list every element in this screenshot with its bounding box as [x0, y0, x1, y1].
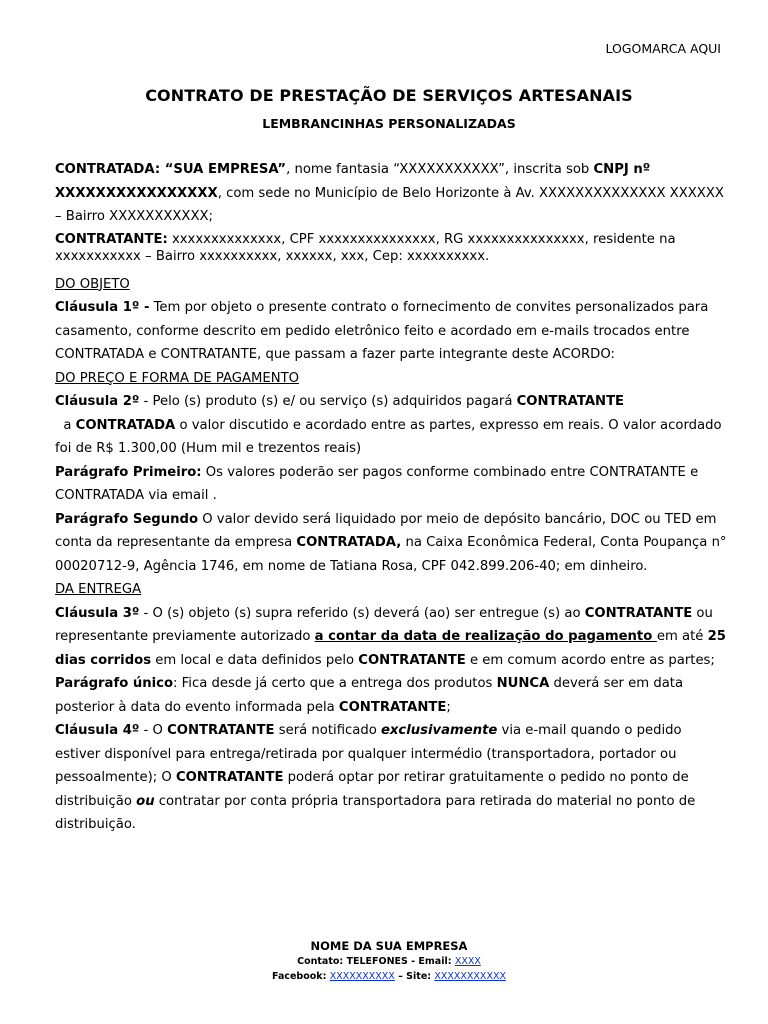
contratada-paragraph: CONTRATADA: “SUA EMPRESA”, nome fantasia “XXXXXXXXXXX”, inscrita sob CNPJ nº XXXXXXXXXXXXXXXX, com sede no Município de Belo Horizonte à Av. XXXXXXXXXXXXXX XXXXXX – Bairro XXXXXXXXXXX;	[55, 162, 724, 224]
logo-placeholder: LOGOMARCA AQUI	[605, 41, 721, 56]
contratante-paragraph: CONTRATANTE: xxxxxxxxxxxxxx, CPF xxxxxxxxxxxxxxx, RG xxxxxxxxxxxxxxx, residente na xxxxxxxxxxx – Bairro xxxxxxxxxx, xxxxxx, xxx, Cep: xxxxxxxxxx.	[55, 231, 676, 264]
clause-3: Cláusula 3º - O (s) objeto (s) supra referido (s) deverá (ao) ser entregue (s) ao CONTRATANTE ou representante previamente autorizado a contar da data de realização do pagamento em até 25 dias corridos em local e data definidos pelo CONTRATANTE e em comum acordo entre as partes;	[55, 605, 726, 668]
paragrafo-unico: Parágrafo único: Fica desde já certo que a entrega dos produtos NUNCA deverá ser em data posterior à data do evento informada pela CONTRATANTE;	[55, 676, 684, 715]
paragrafo-primeiro: Parágrafo Primeiro: Os valores poderão ser pagos conforme combinado entre CONTRATANTE e CONTRATADA via email .	[55, 464, 699, 503]
footer-facebook-link[interactable]: XXXXXXXXXX	[329, 971, 395, 982]
contract-subtitle: LEMBRANCINHAS PERSONALIZADAS	[262, 116, 516, 131]
document-footer	[0, 939, 768, 984]
footer-company-name: NOME DA SUA EMPRESA	[310, 939, 468, 953]
section-heading-entrega: DA ENTREGA	[55, 582, 142, 597]
contract-title: CONTRATO DE PRESTAÇÃO DE SERVIÇOS ARTESANAIS	[145, 86, 633, 105]
section-heading-preco: DO PREÇO E FORMA DE PAGAMENTO	[55, 370, 300, 386]
clause-2: Cláusula 2º - Pelo (s) produto (s) e/ ou serviço (s) adquiridos pagará CONTRATANTE a CONTRATADA o valor discutido e acordado entre as partes, expresso em reais. O valor acordado foi de R$ 1.300,00 (Hum mil e trezentos reais)	[55, 394, 722, 456]
section-heading-objeto: DO OBJETO	[55, 276, 130, 292]
clause-1: Cláusula 1º - Tem por objeto o presente contrato o fornecimento de convites personalizados para casamento, conforme descrito em pedido eletrônico feito e acordado em e-mails trocados entre CONTRATADA e CONTRATANTE, que passam a fazer parte integrante deste ACORDO:	[55, 300, 709, 362]
clause-4: Cláusula 4º - O CONTRATANTE será notificado exclusivamente via e-mail quando o pedido estiver disponível para entrega/retirada por qualquer intermédio (transportadora, portador ou pessoalmente); O CONTRATANTE poderá optar por retirar gratuitamente o pedido no ponto de distribuição ou contratar por conta própria transportadora para retirada do material no ponto de distribuição.	[55, 723, 696, 832]
contratada-label: CONTRATADA: “SUA EMPRESA”	[55, 162, 287, 177]
footer-site-link[interactable]: XXXXXXXXXXX	[434, 971, 506, 982]
contract-body	[55, 158, 727, 837]
cnpj-label: CNPJ nº XXXXXXXXXXXXXXXX	[55, 162, 651, 201]
footer-contact-line: Contato: TELEFONES - Email: XXXX	[297, 956, 481, 967]
footer-social-line: Facebook: XXXXXXXXXX – Site: XXXXXXXXXXX	[272, 971, 506, 982]
paragrafo-segundo: Parágrafo Segundo O valor devido será liquidado por meio de depósito bancário, DOC ou TED em conta da representante da empresa CONTRATADA, na Caixa Econômica Federal, Conta Poupança n° 00020712-9, Agência 1746, em nome de Tatiana Rosa, CPF 042.899.206-40; em dinheiro.	[55, 511, 727, 574]
footer-email-link[interactable]: XXXX	[454, 956, 481, 967]
contratante-label: CONTRATANTE:	[55, 231, 168, 247]
